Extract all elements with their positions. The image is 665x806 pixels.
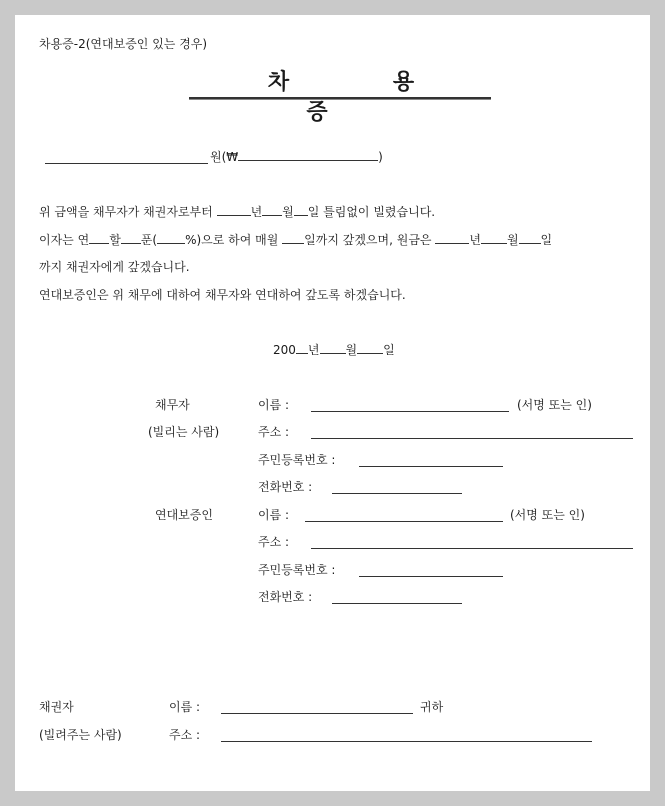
guarantor-sign-note: (서명 또는 인) bbox=[510, 508, 585, 522]
document-title: 차 용 증 bbox=[267, 70, 463, 125]
document-page bbox=[15, 15, 650, 791]
monthly-day-label: 일까지 갚겠으며, 원금은 bbox=[304, 233, 436, 247]
debtor-sign-note: (서명 또는 인) bbox=[517, 398, 592, 412]
repay-month-label: 월 bbox=[506, 233, 519, 247]
creditor-name-field[interactable] bbox=[221, 713, 413, 714]
guarantor-phone-field[interactable] bbox=[332, 603, 462, 604]
creditor-address-field[interactable] bbox=[221, 741, 592, 742]
guarantor-address-field[interactable] bbox=[311, 548, 633, 549]
guarantor-id-field[interactable] bbox=[359, 576, 503, 577]
debtor-id-label: 주민등록번호 : bbox=[258, 453, 336, 467]
borrow-month-blank[interactable] bbox=[262, 204, 282, 216]
title-underline bbox=[189, 97, 491, 100]
guarantor-id-label: 주민등록번호 : bbox=[258, 563, 336, 577]
repay-month-blank[interactable] bbox=[481, 232, 507, 244]
guarantor-name-field[interactable] bbox=[305, 521, 503, 522]
interest-pct-blank[interactable] bbox=[157, 232, 185, 244]
interest-hal-blank[interactable] bbox=[89, 232, 109, 244]
debtor-address-field[interactable] bbox=[311, 438, 633, 439]
debtor-name-field[interactable] bbox=[311, 411, 509, 412]
date-prefix: 200 bbox=[273, 343, 296, 357]
guarantor-phone-label: 전화번호 : bbox=[258, 590, 313, 604]
interest-pun-label: 푼( bbox=[140, 233, 158, 247]
debtor-name-label: 이름 : bbox=[258, 398, 290, 412]
repay-year-blank[interactable] bbox=[435, 232, 469, 244]
guarantor-name-label: 이름 : bbox=[258, 508, 290, 522]
debtor-id-field[interactable] bbox=[359, 466, 503, 467]
borrow-day-label: 일 틀림없이 빌렸습니다. bbox=[307, 205, 436, 219]
creditor-name-label: 이름 : bbox=[169, 700, 201, 714]
amount-won-label: 원(₩ bbox=[210, 150, 239, 164]
debtor-phone-field[interactable] bbox=[332, 493, 462, 494]
debtor-sublabel: (빌리는 사람) bbox=[148, 425, 220, 439]
interest-pct-label: %)으로 하여 매월 bbox=[185, 233, 283, 247]
body-line-4: 연대보증인은 위 채무에 대하여 채무자와 연대하여 갚도록 하겠습니다. bbox=[39, 288, 406, 302]
borrow-month-label: 월 bbox=[282, 205, 294, 219]
debtor-label: 채무자 bbox=[155, 398, 190, 412]
borrow-year-blank[interactable] bbox=[217, 204, 251, 216]
repay-day-label: 일 bbox=[540, 233, 553, 247]
debtor-phone-label: 전화번호 : bbox=[258, 480, 313, 494]
guarantor-address-label: 주소 : bbox=[258, 535, 290, 549]
amount-korean-blank[interactable] bbox=[45, 163, 208, 164]
creditor-sublabel: (빌려주는 사람) bbox=[39, 728, 122, 742]
form-label: 차용증-2(연대보증인 있는 경우) bbox=[39, 37, 208, 51]
debtor-address-label: 주소 : bbox=[258, 425, 290, 439]
interest-hal-label: 할 bbox=[109, 233, 121, 247]
amount-close: ) bbox=[378, 150, 383, 164]
date-year-label: 년 bbox=[307, 343, 320, 357]
interest-year-label: 이자는 연 bbox=[39, 233, 90, 247]
signing-date bbox=[273, 342, 395, 358]
body-line-2 bbox=[39, 232, 552, 248]
creditor-address-label: 주소 : bbox=[169, 728, 201, 742]
date-day-label: 일 bbox=[383, 343, 395, 357]
body-line-1 bbox=[39, 204, 435, 220]
body-line-3: 까지 채권자에게 갚겠습니다. bbox=[39, 260, 190, 274]
body-line-1-text: 위 금액을 채무자가 채권자로부터 bbox=[39, 205, 217, 219]
borrow-day-blank[interactable] bbox=[294, 204, 308, 216]
creditor-label: 채권자 bbox=[39, 700, 74, 714]
date-month-label: 월 bbox=[345, 343, 358, 357]
amount-line bbox=[210, 149, 383, 165]
monthly-day-blank[interactable] bbox=[282, 232, 304, 244]
guarantor-label: 연대보증인 bbox=[155, 508, 213, 522]
date-day-blank[interactable] bbox=[357, 342, 383, 354]
interest-pun-blank[interactable] bbox=[121, 232, 141, 244]
date-month-blank[interactable] bbox=[320, 342, 346, 354]
amount-numeric-blank[interactable] bbox=[238, 149, 378, 161]
date-year-blank[interactable] bbox=[296, 342, 308, 354]
borrow-year-label: 년 bbox=[250, 205, 263, 219]
repay-day-blank[interactable] bbox=[519, 232, 541, 244]
repay-year-label: 년 bbox=[469, 233, 481, 247]
creditor-honorific: 귀하 bbox=[420, 700, 444, 714]
